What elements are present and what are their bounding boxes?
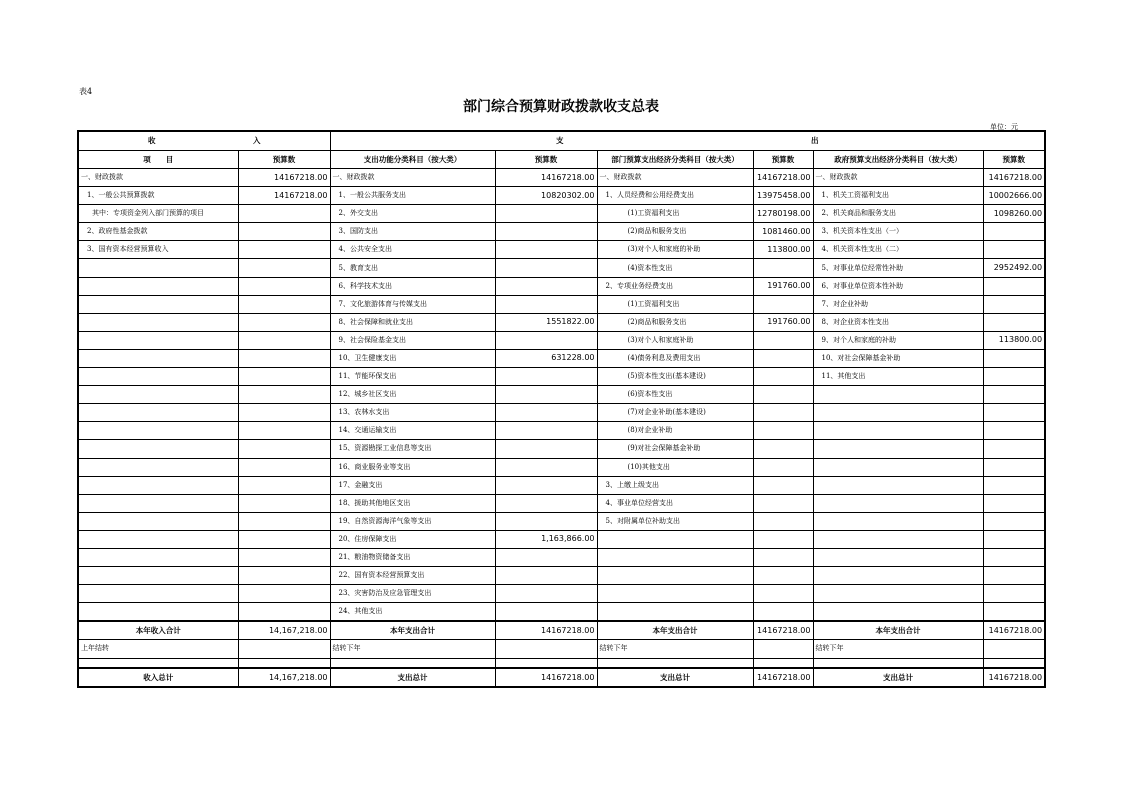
table-cell [78,331,238,349]
table-cell: 15、资源勘探工业信息等支出 [330,440,495,458]
table-cell [495,386,597,404]
table-cell [813,512,983,530]
table-cell [238,422,330,440]
table-cell [983,640,1045,658]
table-cell [753,548,813,566]
table-cell: 14167218.00 [495,621,597,640]
table-row [78,404,1045,422]
table-cell: 一、财政拨款 [330,169,495,187]
table-row [78,277,1045,295]
table-cell: 14167218.00 [495,169,597,187]
table-cell [753,386,813,404]
table-cell: 14、交通运输支出 [330,422,495,440]
table-cell [983,658,1045,668]
table-cell: 8、社会保障和就业支出 [330,313,495,331]
table-cell: 1,163,866.00 [495,530,597,548]
year-total-row [78,621,1045,640]
table-cell [813,567,983,585]
grand-total-row [78,668,1045,687]
table-cell [495,241,597,259]
table-cell: (1)工资福利支出 [597,205,753,223]
table-cell [238,313,330,331]
table-cell [597,658,753,668]
table-cell: 11、其他支出 [813,368,983,386]
table-cell [753,404,813,422]
table-cell [238,349,330,367]
table-cell [78,277,238,295]
table-cell [983,349,1045,367]
table-cell [238,494,330,512]
table-cell: 5、对事业单位经常性补助 [813,259,983,277]
table-cell [495,458,597,476]
table-cell: 191760.00 [753,313,813,331]
table-row [78,368,1045,386]
table-cell: 3、国防支出 [330,223,495,241]
table-cell [238,476,330,494]
table-cell: 1、机关工资福利支出 [813,187,983,205]
expense-band: 支 出 [330,131,1045,151]
table-cell [78,603,238,622]
table-cell [495,548,597,566]
table-cell [330,658,495,668]
table-cell: 14,167,218.00 [238,621,330,640]
table-row [78,259,1045,277]
table-cell: 8、对企业资本性支出 [813,313,983,331]
table-cell: 本年支出合计 [330,621,495,640]
table-cell [238,205,330,223]
table-cell: 本年支出合计 [813,621,983,640]
table-cell [597,603,753,622]
table-cell: 12780198.00 [753,205,813,223]
table-cell [597,567,753,585]
table-cell: 22、国有资本经营预算支出 [330,567,495,585]
table-cell [238,277,330,295]
column-header: 预算数 [238,151,330,169]
table-cell: 1、一般公共预算拨款 [78,187,238,205]
table-cell [753,440,813,458]
table-cell [813,386,983,404]
table-cell: 7、文化旅游体育与传媒支出 [330,295,495,313]
table-cell: 1、人员经费和公用经费支出 [597,187,753,205]
table-cell [495,259,597,277]
table-cell [813,404,983,422]
table-cell [753,422,813,440]
table-cell: (1)工资福利支出 [597,295,753,313]
table-cell [78,404,238,422]
table-cell [753,368,813,386]
table-cell [813,585,983,603]
table-cell [78,658,238,668]
table-cell: 10820302.00 [495,187,597,205]
table-cell [78,458,238,476]
table-cell: 10、对社会保障基金补助 [813,349,983,367]
table-cell: 14167218.00 [238,187,330,205]
table-cell: 其中：专项资金列入部门预算的项目 [78,205,238,223]
table-row [78,169,1045,187]
table-cell: 4、机关资本性支出（二） [813,241,983,259]
table-cell [495,440,597,458]
column-header: 预算数 [495,151,597,169]
table-cell: 18、援助其他地区支出 [330,494,495,512]
table-cell: 4、事业单位经营支出 [597,494,753,512]
table-cell: 结转下年 [330,640,495,658]
table-row [78,603,1045,622]
table-cell: 14167218.00 [983,668,1045,687]
table-cell [983,548,1045,566]
table-cell: (2)商品和服务支出 [597,313,753,331]
table-cell: 收入总计 [78,668,238,687]
table-cell [78,440,238,458]
table-cell: 3、机关资本性支出（一） [813,223,983,241]
table-cell [983,386,1045,404]
table-cell: 14167218.00 [753,668,813,687]
table-cell [753,349,813,367]
table-cell: 2952492.00 [983,259,1045,277]
table-cell: 191760.00 [753,277,813,295]
table-cell: 13975458.00 [753,187,813,205]
table-cell [238,640,330,658]
table-cell [238,295,330,313]
table-cell [813,658,983,668]
table-cell: 本年收入合计 [78,621,238,640]
table-cell [495,494,597,512]
table-cell [78,494,238,512]
table-cell [753,476,813,494]
table-cell [983,313,1045,331]
table-cell [238,512,330,530]
budget-table [77,130,1046,688]
table-cell [983,404,1045,422]
table-cell [753,640,813,658]
table-cell [238,440,330,458]
table-cell [753,458,813,476]
table-cell [78,567,238,585]
table-cell: 11、节能环保支出 [330,368,495,386]
table-cell [238,241,330,259]
table-cell [983,223,1045,241]
table-cell [238,331,330,349]
table-cell [495,295,597,313]
table-cell [78,259,238,277]
table-cell: 5、教育支出 [330,259,495,277]
table-cell [495,640,597,658]
table-cell: 631228.00 [495,349,597,367]
table-row [78,458,1045,476]
table-cell [983,277,1045,295]
table-cell [753,494,813,512]
table-cell: 12、城乡社区支出 [330,386,495,404]
table-row [78,476,1045,494]
table-cell: 20、住房保障支出 [330,530,495,548]
column-header: 预算数 [983,151,1045,169]
table-cell [78,368,238,386]
table-cell [495,422,597,440]
table-cell [78,476,238,494]
table-cell: (3)对个人和家庭补助 [597,331,753,349]
table-cell [495,223,597,241]
table-cell: 23、灾害防治及应急管理支出 [330,585,495,603]
column-header: 预算数 [753,151,813,169]
table-cell: 113800.00 [753,241,813,259]
table-cell [983,530,1045,548]
table-cell: 14167218.00 [238,169,330,187]
table-cell [78,295,238,313]
table-row [78,295,1045,313]
table-cell: 14167218.00 [495,668,597,687]
table-cell [238,603,330,622]
table-cell [238,658,330,668]
table-cell [983,494,1045,512]
table-cell: 10002666.00 [983,187,1045,205]
table-cell [495,205,597,223]
table-cell [813,440,983,458]
table-row [78,440,1045,458]
column-header: 项 目 [78,151,238,169]
table-cell: 2、外交支出 [330,205,495,223]
table-cell [78,530,238,548]
table-cell [78,422,238,440]
table-cell: 13、农林水支出 [330,404,495,422]
table-cell [495,368,597,386]
table-cell: 一、财政拨款 [78,169,238,187]
table-cell: 3、国有资本经营预算收入 [78,241,238,259]
page-title: 部门综合预算财政拨款收支总表 [463,99,659,115]
table-cell [495,512,597,530]
table-cell [238,567,330,585]
table-cell [495,404,597,422]
table-cell [983,603,1045,622]
table-cell [238,368,330,386]
table-cell [238,458,330,476]
column-header: 部门预算支出经济分类科目（按大类） [597,151,753,169]
table-cell [753,295,813,313]
table-cell [813,458,983,476]
table-row [78,512,1045,530]
table-cell: 17、金融支出 [330,476,495,494]
table-row [78,331,1045,349]
table-cell [753,512,813,530]
spacer-row [78,658,1045,668]
table-cell: 19、自然资源海洋气象等支出 [330,512,495,530]
table-cell [753,603,813,622]
table-cell: 14167218.00 [753,621,813,640]
table-cell: 1551822.00 [495,313,597,331]
table-cell [813,530,983,548]
table-row [78,386,1045,404]
table-cell [983,295,1045,313]
table-cell [495,476,597,494]
table-cell: 24、其他支出 [330,603,495,622]
table-cell: 1081460.00 [753,223,813,241]
table-cell: (8)对企业补助 [597,422,753,440]
table-row [78,223,1045,241]
table-cell [983,567,1045,585]
table-cell: 14,167,218.00 [238,668,330,687]
table-cell: 9、对个人和家庭的补助 [813,331,983,349]
column-header: 支出功能分类科目（按大类） [330,151,495,169]
table-cell [597,585,753,603]
table-cell [238,530,330,548]
table-cell: 本年支出合计 [597,621,753,640]
table-cell [495,585,597,603]
table-cell: (9)对社会保障基金补助 [597,440,753,458]
table-cell: (4)债务利息及费用支出 [597,349,753,367]
table-cell [983,476,1045,494]
table-row [78,422,1045,440]
table-cell [983,458,1045,476]
table-cell: 结转下年 [813,640,983,658]
table-cell: 3、上缴上级支出 [597,476,753,494]
table-cell: 113800.00 [983,331,1045,349]
table-cell [238,259,330,277]
table-row [78,349,1045,367]
table-cell: 10、卫生健康支出 [330,349,495,367]
table-cell [983,512,1045,530]
table-cell: 4、公共安全支出 [330,241,495,259]
table-cell [597,548,753,566]
table-cell [78,349,238,367]
table-cell: 6、对事业单位资本性补助 [813,277,983,295]
table-row [78,313,1045,331]
table-row [78,567,1045,585]
table-number: 表4 [79,87,93,96]
table-cell: 支出总计 [330,668,495,687]
table-cell: 21、粮油物资储备支出 [330,548,495,566]
table-cell [813,548,983,566]
table-cell: 2、政府性基金拨款 [78,223,238,241]
table-cell [983,422,1045,440]
table-cell: (6)资本性支出 [597,386,753,404]
table-cell: 14167218.00 [753,169,813,187]
table-cell: (2)商品和服务支出 [597,223,753,241]
table-cell: 一、财政拨款 [597,169,753,187]
table-cell [78,313,238,331]
table-cell: 1098260.00 [983,205,1045,223]
unit-label: 单位：元 [990,123,1018,131]
table-cell: 5、对附属单位补助支出 [597,512,753,530]
table-cell: 支出总计 [813,668,983,687]
band-row [78,131,1045,151]
carry-over-row [78,640,1045,658]
table-cell [238,386,330,404]
table-cell [238,585,330,603]
table-cell: (3)对个人和家庭的补助 [597,241,753,259]
table-cell [983,368,1045,386]
table-row [78,241,1045,259]
table-cell: 14167218.00 [983,621,1045,640]
table-row [78,585,1045,603]
table-cell: 结转下年 [597,640,753,658]
table-cell [753,331,813,349]
table-cell: (7)对企业补助(基本建设) [597,404,753,422]
table-cell [753,585,813,603]
table-cell [983,241,1045,259]
table-row [78,205,1045,223]
table-cell: 6、科学技术支出 [330,277,495,295]
table-cell [813,422,983,440]
table-cell [78,512,238,530]
table-cell [813,476,983,494]
table-cell [78,386,238,404]
table-cell: 14167218.00 [983,169,1045,187]
table-cell: 2、专项业务经费支出 [597,277,753,295]
table-cell [495,567,597,585]
table-cell [238,223,330,241]
table-cell: (10)其他支出 [597,458,753,476]
table-cell [983,440,1045,458]
table-row [78,548,1045,566]
table-cell [753,567,813,585]
table-cell [495,603,597,622]
table-cell: (5)资本性支出(基本建设) [597,368,753,386]
table-cell: 支出总计 [597,668,753,687]
table-cell: 一、财政拨款 [813,169,983,187]
table-cell [813,494,983,512]
table-cell: 2、机关商品和服务支出 [813,205,983,223]
table-cell [495,331,597,349]
table-cell: 上年结转 [78,640,238,658]
table-cell [238,548,330,566]
table-cell [495,658,597,668]
table-cell [238,404,330,422]
table-cell [753,530,813,548]
table-cell: 16、商业服务业等支出 [330,458,495,476]
table-cell [753,658,813,668]
table-cell [78,585,238,603]
table-cell [813,603,983,622]
table-row [78,530,1045,548]
table-cell [495,277,597,295]
table-cell: 9、社会保险基金支出 [330,331,495,349]
column-header: 政府预算支出经济分类科目（按大类） [813,151,983,169]
table-cell [753,259,813,277]
table-cell: (4)资本性支出 [597,259,753,277]
table-row [78,494,1045,512]
table-cell [983,585,1045,603]
table-cell [597,530,753,548]
table-cell [78,548,238,566]
column-header-row [78,151,1045,169]
table-cell: 1、一般公共服务支出 [330,187,495,205]
table-cell: 7、对企业补助 [813,295,983,313]
income-band: 收 入 [78,131,330,151]
table-row [78,187,1045,205]
